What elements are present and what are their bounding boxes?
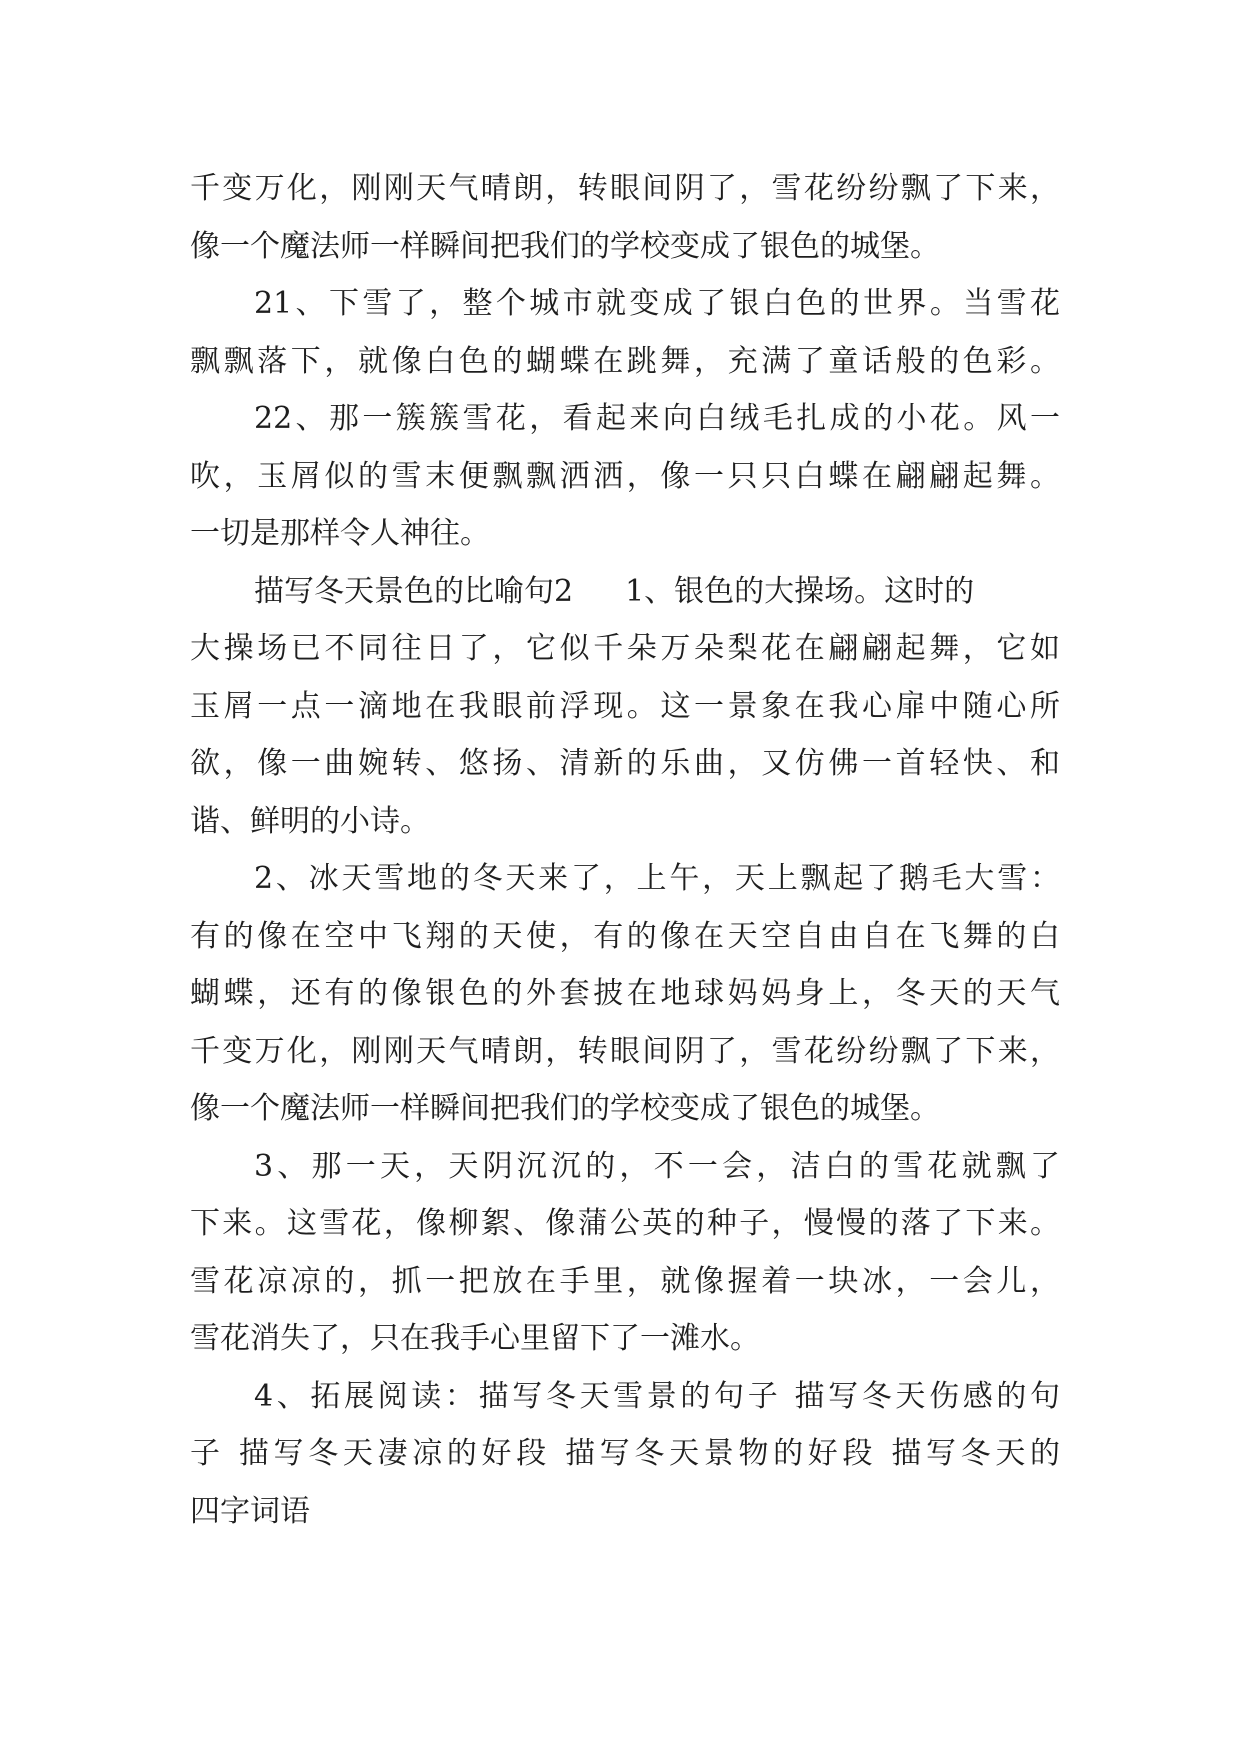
paragraph-start-4: 4、拓展阅读：描写冬天雪景的句子 描写冬天伤感的句: [254, 1378, 1060, 1414]
paragraph-start-22: 22、那一簇簇雪花，看起来向白绒毛扎成的小花。风一: [254, 401, 1060, 436]
text-line: 欲，像一曲婉转、悠扬、清新的乐曲，又仿佛一首轻快、和: [190, 746, 1060, 781]
text-line: 吹，玉屑似的雪末便飘飘洒洒，像一只只白蝶在翩翩起舞。: [190, 458, 1060, 494]
text-line: 千变万化，刚刚天气晴朗，转眼间阴了，雪花纷纷飘了下来，: [190, 171, 1060, 206]
paragraph-start-3: 3、那一天，天阴沉沉的，不一会，洁白的雪花就飘了: [254, 1148, 1060, 1184]
body-text: [190, 160, 1060, 1540]
paragraph-start-1: 1、银色的大操场。这时的: [625, 573, 975, 609]
text-line: 像一个魔法师一样瞬间把我们的学校变成了银色的城堡。: [190, 228, 940, 264]
text-line: 有的像在空中飞翔的天使，有的像在天空自由自在飞舞的白: [190, 918, 1060, 954]
paragraph-start-2: 2、冰天雪地的冬天来了，上午，天上飘起了鹅毛大雪：: [254, 861, 1060, 896]
text-line: 玉屑一点一滴地在我眼前浮现。这一景象在我心扉中随心所: [190, 688, 1060, 724]
text-line: 大操场已不同往日了，它似千朵万朵梨花在翩翩起舞，它如: [190, 631, 1060, 666]
text-line: 一切是那样令人神往。: [190, 516, 490, 551]
text-line: 蝴蝶，还有的像银色的外套披在地球妈妈身上，冬天的天气: [190, 976, 1060, 1011]
text-line: 雪花凉凉的，抓一把放在手里，就像握着一块冰，一会儿，: [190, 1263, 1060, 1299]
text-line: 雪花消失了，只在我手心里留下了一滩水。: [190, 1321, 760, 1356]
section-heading-line: [190, 563, 1060, 621]
section-heading: 描写冬天景色的比喻句2: [254, 573, 574, 609]
text-line: 飘飘落下，就像白色的蝴蝶在跳舞，充满了童话般的色彩。: [190, 343, 1060, 379]
text-line: 像一个魔法师一样瞬间把我们的学校变成了银色的城堡。: [190, 1091, 940, 1126]
text-line: 子 描写冬天凄凉的好段 描写冬天景物的好段 描写冬天的: [190, 1436, 1060, 1471]
paragraph-start-21: 21、下雪了，整个城市就变成了银白色的世界。当雪花: [254, 286, 1060, 321]
text-line: 下来。这雪花，像柳絮、像蒲公英的种子，慢慢的落了下来。: [190, 1206, 1060, 1241]
text-line: 谐、鲜明的小诗。: [190, 803, 430, 839]
text-line: 四字词语: [190, 1493, 310, 1529]
text-line: 千变万化，刚刚天气晴朗，转眼间阴了，雪花纷纷飘了下来，: [190, 1033, 1060, 1069]
